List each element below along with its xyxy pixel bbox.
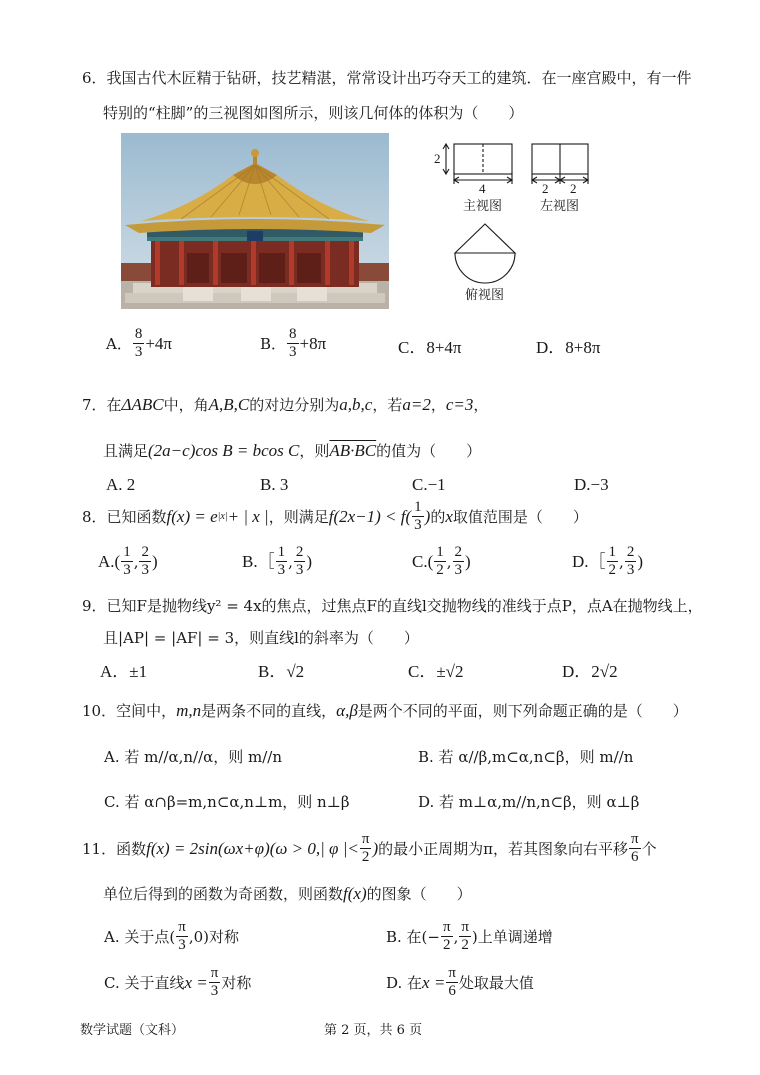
dim-side-left-label: 2 (542, 181, 549, 196)
q6-option-c: C．8+4π (398, 338, 462, 357)
q10-option-d: D. 若 m⊥α,m//n,n⊂β，则 α⊥β (418, 793, 640, 811)
front-view-label: 主视图 (463, 198, 503, 213)
top-view-semicircle (455, 253, 515, 283)
q7-option-a: A. 2 (106, 475, 136, 494)
q8-stem: 8．已知函数 f(x) = e |x| + | x | ，则满足 f(2x−1) < f( $\frac{1}{3}$ ) 的 x 取值范围是（ ） (82, 499, 588, 533)
dim-front-width-label: 4 (479, 181, 486, 196)
dim-side-right-label: 2 (570, 181, 577, 196)
side-view-label: 左视图 (540, 198, 580, 213)
q6-stem-line2: 特别的“柱脚”的三视图如图所示，则该几何体的体积为（ ） (103, 104, 524, 122)
q10-option-a: A. 若 m//α,n//α，则 m//n (104, 748, 283, 766)
q7-option-b: B. 3 (260, 475, 289, 494)
q6-option-a: A． $\frac{8}{3}$ +4π (106, 326, 173, 360)
q8-option-a: A.( $\frac{1}{3}$ , $\frac{2}{3}$ ) (98, 544, 158, 578)
q10-option-c: C. 若 α∩β=m,n⊂α,n⊥m，则 n⊥β (104, 793, 350, 811)
top-view-triangle (455, 224, 515, 253)
q11-stem-line2: 单位后得到的函数为奇函数，则函数f(x)的图象（ ） (103, 884, 472, 903)
q9-option-a: A．±1 (100, 662, 148, 681)
q9-option-c: C．±√2 (408, 662, 464, 681)
q11-option-b: B. 在(− $\frac{\pi}{2}$ , $\frac{\pi}{2}$ )上单调递增 (386, 919, 553, 953)
q9-option-d: D．2√2 (562, 662, 618, 681)
q8-option-b: B.［ $\frac{1}{3}$ , $\frac{2}{3}$ ) (242, 544, 313, 578)
q7-option-d: D.−3 (574, 475, 609, 494)
footer-subject: 数学试题（文科） (80, 1023, 185, 1038)
q7-option-c: C.−1 (412, 475, 446, 494)
q11-option-a: A. 关于点( $\frac{\pi}{3}$ ,0)对称 (104, 919, 239, 953)
q10-option-b: B. 若 α//β,m⊂α,n⊂β，则 m//n (418, 748, 634, 766)
q7-stem-line2: 且满足(2a−c)cos B = bcos C，则AB·BC的值为（ ） (103, 441, 482, 460)
q11-option-c: C. 关于直线 x = $\frac{\pi}{3}$ 对称 (104, 965, 252, 999)
q10-stem: 10．空间中，m,n是两条不同的直线，α,β是两个不同的平面，则下列命题正确的是（ ） (82, 701, 688, 720)
q11-option-d: D. 在 x = $\frac{\pi}{6}$ 处取最大值 (386, 965, 534, 999)
q8-option-c: C.( $\frac{1}{2}$ , $\frac{2}{3}$ ) (412, 544, 471, 578)
q9-stem-line1: 9．已知F是抛物线y² = 4x的焦点，过焦点F的直线l交抛物线的准线于点P，点A在抛物线上， (82, 597, 703, 615)
palace-photo (121, 133, 389, 309)
q6-stem-line1: 6．我国古代木匠精于钻研，技艺精湛，常常设计出巧夺天工的建筑．在一座宫殿中，有一件 (82, 69, 692, 87)
q8-option-d: D.［ $\frac{1}{2}$ , $\frac{2}{3}$ ) (572, 544, 643, 578)
top-view-label: 俯视图 (465, 287, 505, 302)
dim-height-label: 2 (434, 151, 441, 166)
footer-page-number: 第 2 页，共 6 页 (324, 1023, 423, 1038)
q11-stem-line1: 11．函数 f(x) = 2sin(ωx+φ)(ω > 0,| φ |< $\frac{\pi}{2}$ ) 的最小正周期为π，若其图象向右平移 $\frac{\pi}{6}$ 个 (82, 831, 657, 865)
q9-stem-line2: 且|AP| = |AF| = 3，则直线l的斜率为（ ） (103, 629, 419, 647)
q6-option-b: B． $\frac{8}{3}$ +8π (260, 326, 327, 360)
q9-option-b: B．√2 (258, 662, 305, 681)
three-view-figure (430, 136, 600, 306)
q6-option-d: D．8+8π (536, 338, 601, 357)
q7-stem-line1: 7．在ΔABC中，角A,B,C的对边分别为a,b,c，若a=2，c=3， (82, 395, 489, 414)
